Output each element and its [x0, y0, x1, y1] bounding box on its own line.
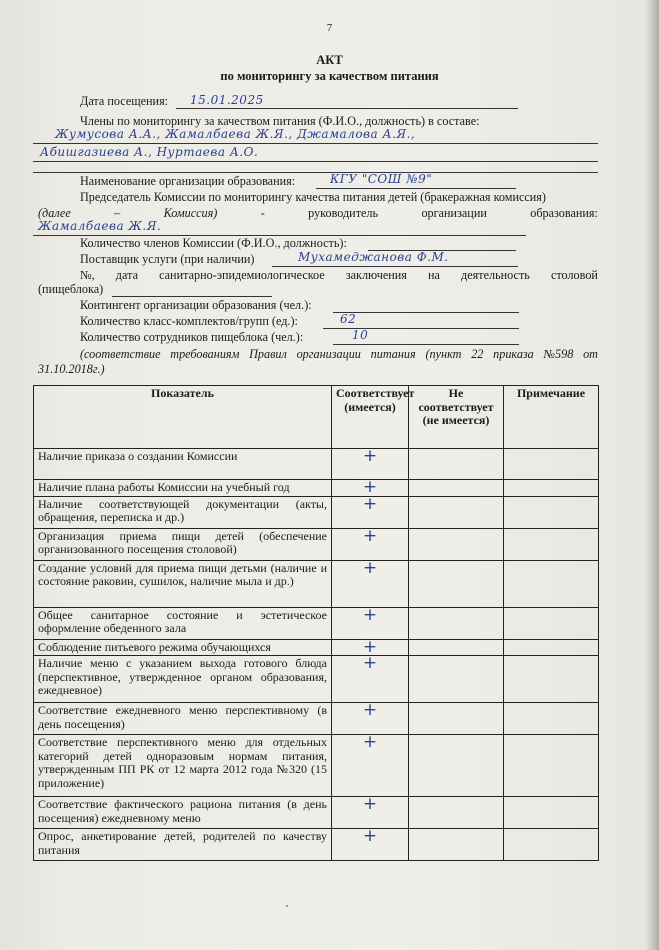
table-row [34, 639, 599, 656]
row-indicator: Соответствие ежедневного меню перспективному (в день посещения) [34, 703, 332, 735]
chair-label-w7: образования: [530, 206, 598, 220]
col-header-indicator: Показатель [34, 386, 332, 449]
row-note-cell [504, 528, 599, 560]
conclusion-w7: столовой [550, 268, 598, 282]
chair-label-w6: организации [421, 206, 487, 220]
note-w3: Правил [249, 347, 287, 361]
chair-label-w4: - [260, 206, 265, 220]
note-w6: (пункт [425, 347, 462, 361]
col-header-noncomply: Не соответствует (не имеется) [409, 386, 504, 449]
row-note-cell [504, 656, 599, 703]
row-note-cell [504, 735, 599, 797]
row-comply-mark: + [332, 656, 409, 703]
row-noncomply-cell [409, 528, 504, 560]
row-note-cell [504, 703, 599, 735]
row-noncomply-cell [409, 560, 504, 607]
row-comply-mark: + [332, 449, 409, 480]
members-value-line1: Жумусова А.А., Жамалбаева Ж.Я., Джамалова А.Я., [55, 127, 416, 141]
row-indicator: Соответствие фактического рациона питания (в день посещения) ежедневному меню [34, 797, 332, 829]
row-indicator: Наличие меню с указанием выхода готового блюда (перспективное, утвержденное органом образования, ежедневное) [34, 656, 332, 703]
table-row [34, 496, 599, 528]
note-w7: 22 [471, 347, 484, 361]
row-noncomply-cell [409, 829, 504, 861]
row-indicator: Соответствие перспективного меню для отдельных категорий детей одноразовым нормам питания, утвержденным ПП РК от 12 марта 2012 года №320 (15 приложение) [34, 735, 332, 797]
row-comply-mark: + [332, 639, 409, 656]
row-noncomply-cell [409, 480, 504, 497]
note-w9: №598 [543, 347, 574, 361]
table-header-row [34, 386, 599, 449]
conclusion-label-line1 [80, 268, 598, 283]
table-row [34, 656, 599, 703]
org-label: Наименование организации образования: [80, 174, 296, 188]
members-underline-3 [33, 172, 598, 173]
row-comply-mark: + [332, 607, 409, 639]
row-comply-mark: + [332, 528, 409, 560]
page-number: 7 [326, 22, 333, 34]
compliance-note-line1 [80, 347, 598, 362]
table-row [34, 449, 599, 480]
table-row [34, 528, 599, 560]
table-row [34, 607, 599, 639]
chair-label-w3: Комиссия) [163, 206, 218, 220]
row-noncomply-cell [409, 703, 504, 735]
row-note-cell [504, 639, 599, 656]
org-value: КГУ "СОШ №9" [330, 172, 433, 186]
table-row [34, 829, 599, 861]
row-note-cell [504, 496, 599, 528]
supplier-label: Поставщик услуги (при наличии) [80, 252, 255, 266]
chair-value: Жамалбаева Ж.Я. [38, 219, 162, 233]
col-header-note: Примечание [504, 386, 599, 449]
note-w2: требованиям [170, 347, 240, 361]
note-w1: (соответствие [80, 347, 161, 361]
row-comply-mark: + [332, 560, 409, 607]
chair-label-w1: (далее [38, 206, 71, 220]
document-title: АКТ [316, 53, 343, 67]
note-w8: приказа [493, 347, 534, 361]
members-value-line2: Абишгазиева А., Нуртаева А.О. [40, 145, 259, 159]
row-indicator: Наличие приказа о создании Комиссии [34, 449, 332, 480]
note-w5: питания [370, 347, 416, 361]
row-comply-mark: + [332, 703, 409, 735]
row-comply-mark: + [332, 480, 409, 497]
row-indicator: Соблюдение питьевого режима обучающихся [34, 639, 332, 656]
table-row [34, 735, 599, 797]
page-edge-shadow [645, 0, 659, 950]
conclusion-w6: деятельность [461, 268, 530, 282]
org-underline [316, 188, 516, 189]
row-comply-mark: + [332, 797, 409, 829]
row-noncomply-cell [409, 496, 504, 528]
table-row [34, 703, 599, 735]
visit-date-label: Дата посещения: [80, 94, 169, 108]
visit-date-underline [176, 108, 518, 109]
chair-label-w2: – [114, 206, 121, 220]
table-row [34, 797, 599, 829]
conclusion-w5: на [428, 268, 440, 282]
row-note-cell [504, 797, 599, 829]
row-indicator: Организация приема пищи детей (обеспечение организованного посещения столовой) [34, 528, 332, 560]
visit-date-value: 15.01.2025 [190, 93, 264, 107]
row-noncomply-cell [409, 797, 504, 829]
row-note-cell [504, 607, 599, 639]
row-indicator: Опрос, анкетирование детей, родителей по качеству питания [34, 829, 332, 861]
members-underline-1 [33, 143, 598, 144]
row-indicator: Создание условий для приема пищи детьми (наличие и состояние раковин, сушилок, наличие мыла и др.) [34, 560, 332, 607]
conclusion-w1: №, [80, 268, 95, 282]
conclusion-w3: санитарно-эпидемиологическое [159, 268, 325, 282]
row-note-cell [504, 449, 599, 480]
compliance-note-line2: 31.10.2018г.) [38, 362, 105, 376]
row-indicator: Наличие соответствующей документации (акты, обращения, переписка и др.) [34, 496, 332, 528]
count-members-label: Количество членов Комиссии (Ф.И.О., должность): [80, 236, 347, 250]
members-underline-2 [33, 161, 598, 162]
conclusion-label-line2: (пищеблока) [38, 282, 104, 296]
classes-label: Количество класс-комплектов/групп (ед.): [80, 314, 298, 328]
contingent-label: Контингент организации образования (чел.): [80, 298, 312, 312]
supplier-value: Мухамеджанова Ф.М. [298, 250, 449, 264]
row-indicator: Наличие плана работы Комиссии на учебный год [34, 480, 332, 497]
chair-label-line1: Председатель Комиссии по мониторингу качества питания детей (бракеражная комиссия) [80, 190, 546, 204]
conclusion-w4: заключения [345, 268, 407, 282]
note-w4: организации [296, 347, 361, 361]
row-comply-mark: + [332, 496, 409, 528]
row-noncomply-cell [409, 735, 504, 797]
row-comply-mark: + [332, 735, 409, 797]
page-speck [286, 905, 288, 907]
row-note-cell [504, 480, 599, 497]
staff-value: 10 [352, 328, 369, 342]
staff-label: Количество сотрудников пищеблока (чел.): [80, 330, 304, 344]
monitoring-table [33, 385, 599, 861]
col-header-comply: Соответствует (имеется) [332, 386, 409, 449]
table-row [34, 560, 599, 607]
document-subtitle: по мониторингу за качеством питания [220, 69, 439, 83]
row-noncomply-cell [409, 656, 504, 703]
chair-label-w5: руководитель [308, 206, 379, 220]
row-note-cell [504, 829, 599, 861]
row-noncomply-cell [409, 639, 504, 656]
members-label: Члены по мониторингу за качеством питания (Ф.И.О., должность) в составе: [80, 114, 480, 128]
table-row [34, 480, 599, 497]
row-note-cell [504, 560, 599, 607]
staff-underline [333, 344, 519, 345]
row-noncomply-cell [409, 449, 504, 480]
row-comply-mark: + [332, 829, 409, 861]
classes-value: 62 [340, 312, 357, 326]
supplier-underline [272, 266, 518, 267]
note-w10: от [583, 347, 598, 361]
conclusion-w2: дата [115, 268, 138, 282]
row-indicator: Общее санитарное состояние и эстетическое оформление обеденного зала [34, 607, 332, 639]
row-noncomply-cell [409, 607, 504, 639]
conclusion-underline [112, 296, 272, 297]
contingent-underline [333, 312, 519, 313]
